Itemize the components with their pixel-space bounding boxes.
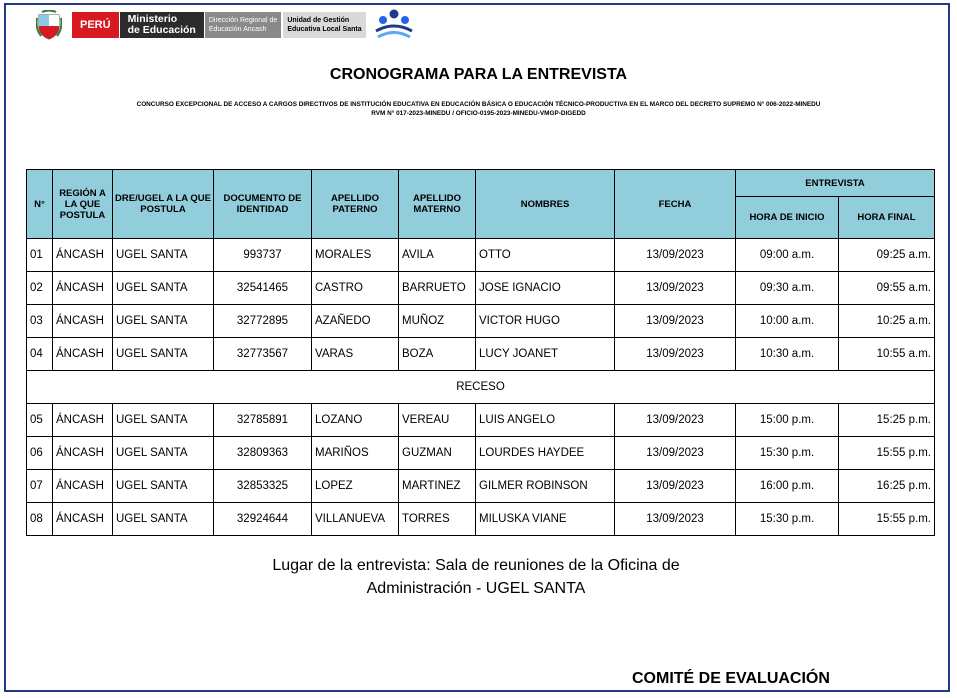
cell-dre: UGEL SANTA [113,503,214,536]
cell-num: 01 [27,239,53,272]
schedule-table [26,169,935,536]
cell-apellido-paterno: VARAS [312,338,399,371]
cell-hora-inicio: 10:30 a.m. [736,338,839,371]
coat-of-arms-icon [36,10,62,40]
header-apellido-materno: APELLIDO MATERNO [399,170,476,239]
dre-line2: Educación Ancash [208,26,267,33]
header-hora-inicio: HORA DE INICIO [736,197,839,239]
cell-hora-inicio: 16:00 p.m. [736,470,839,503]
cell-hora-inicio: 15:00 p.m. [736,404,839,437]
header-logos [36,10,416,40]
cell-nombres: MILUSKA VIANE [476,503,615,536]
cell-documento: 993737 [214,239,312,272]
ministerio-logo [120,12,204,38]
interview-location [0,554,952,600]
subtitle-line1: CONCURSO EXCEPCIONAL DE ACCESO A CARGOS DIRECTIVOS DE INSTITUCIÓN EDUCATIVA EN EDUCACIÓN BÁSICA O EDUCACIÓN TÉCNICO-PRODUCTIVA EN EL MARCO DEL DECRETO SUPREMO N° 006-2022-MINEDU [136,101,821,108]
cell-nombres: JOSE IGNACIO [476,272,615,305]
ugel-line2: Educativa Local Santa [287,26,362,33]
cell-region: ÁNCASH [53,305,113,338]
table-row [27,404,935,437]
ministerio-line1: Ministerio [127,13,178,25]
cell-documento: 32853325 [214,470,312,503]
cell-documento: 32924644 [214,503,312,536]
cell-hora-inicio: 09:30 a.m. [736,272,839,305]
document-subtitle [30,100,927,118]
cell-apellido-materno: BARRUETO [399,272,476,305]
ministerio-line2: de Educación [127,24,196,36]
header-hora-final: HORA FINAL [839,197,935,239]
cell-num: 08 [27,503,53,536]
cell-dre: UGEL SANTA [113,404,214,437]
ugel-line1: Unidad de Gestión [287,17,350,24]
cell-documento: 32785891 [214,404,312,437]
cell-apellido-materno: AVILA [399,239,476,272]
cell-apellido-materno: MARTINEZ [399,470,476,503]
ugel-emblem-icon [372,9,416,41]
document-title: CRONOGRAMA PARA LA ENTREVISTA [329,66,628,83]
cell-num: 07 [27,470,53,503]
cell-fecha: 13/09/2023 [615,503,736,536]
header-documento: DOCUMENTO DE IDENTIDAD [214,170,312,239]
cell-dre: UGEL SANTA [113,272,214,305]
table-row [27,338,935,371]
receso-label: RECESO [27,371,935,404]
cell-num: 06 [27,437,53,470]
cell-apellido-paterno: MORALES [312,239,399,272]
cell-apellido-paterno: VILLANUEVA [312,503,399,536]
cell-num: 03 [27,305,53,338]
cell-fecha: 13/09/2023 [615,437,736,470]
cell-hora-final: 09:25 a.m. [839,239,935,272]
header-apellido-paterno: APELLIDO PATERNO [312,170,399,239]
cell-hora-inicio: 09:00 a.m. [736,239,839,272]
header-region: REGIÓN A LA QUE POSTULA [53,170,113,239]
table-row [27,470,935,503]
cell-num: 05 [27,404,53,437]
cell-nombres: LOURDES HAYDEE [476,437,615,470]
cell-dre: UGEL SANTA [113,239,214,272]
cell-apellido-paterno: AZAÑEDO [312,305,399,338]
cell-hora-final: 16:25 p.m. [839,470,935,503]
receso-row [27,371,935,404]
cell-nombres: LUIS ANGELO [476,404,615,437]
cell-documento: 32541465 [214,272,312,305]
header-dre: DRE/UGEL A LA QUE POSTULA [113,170,214,239]
dre-logo [205,12,281,38]
evaluation-committee: COMITÉ DE EVALUACIÓN [632,670,830,687]
table-row [27,503,935,536]
table-row [27,272,935,305]
cell-fecha: 13/09/2023 [615,338,736,371]
header-num: N° [27,170,53,239]
cell-num: 02 [27,272,53,305]
cell-region: ÁNCASH [53,239,113,272]
cell-apellido-paterno: LOPEZ [312,470,399,503]
cell-hora-final: 15:55 p.m. [839,503,935,536]
table-row [27,239,935,272]
cell-apellido-paterno: LOZANO [312,404,399,437]
cell-fecha: 13/09/2023 [615,272,736,305]
cell-region: ÁNCASH [53,272,113,305]
cell-region: ÁNCASH [53,338,113,371]
cell-dre: UGEL SANTA [113,338,214,371]
subtitle-line2: RVM N° 017-2023-MINEDU / OFICIO-0195-2023-MINEDU-VMGP-DIGEDD [371,110,586,117]
header-entrevista: ENTREVISTA [736,170,935,197]
cell-hora-inicio: 15:30 p.m. [736,437,839,470]
dre-line1: Dirección Regional de [208,17,278,24]
cell-documento: 32772895 [214,305,312,338]
cell-fecha: 13/09/2023 [615,305,736,338]
cell-nombres: GILMER ROBINSON [476,470,615,503]
rows-before-receso [27,239,935,371]
cell-hora-inicio: 15:30 p.m. [736,503,839,536]
cell-nombres: VICTOR HUGO [476,305,615,338]
peru-logo: PERÚ [72,12,119,38]
cell-hora-final: 10:25 a.m. [839,305,935,338]
cell-hora-inicio: 10:00 a.m. [736,305,839,338]
cell-apellido-materno: MUÑOZ [399,305,476,338]
cell-region: ÁNCASH [53,470,113,503]
ugel-logo-text [283,12,365,38]
location-line2: Administración - UGEL SANTA [366,580,586,597]
cell-num: 04 [27,338,53,371]
cell-apellido-materno: BOZA [399,338,476,371]
cell-fecha: 13/09/2023 [615,404,736,437]
header-fecha: FECHA [615,170,736,239]
cell-apellido-paterno: CASTRO [312,272,399,305]
cell-apellido-materno: TORRES [399,503,476,536]
table-row [27,305,935,338]
cell-hora-final: 15:55 p.m. [839,437,935,470]
cell-apellido-paterno: MARIÑOS [312,437,399,470]
cell-fecha: 13/09/2023 [615,239,736,272]
table-row [27,437,935,470]
cell-documento: 32809363 [214,437,312,470]
cell-nombres: OTTO [476,239,615,272]
cell-hora-final: 09:55 a.m. [839,272,935,305]
cell-region: ÁNCASH [53,503,113,536]
cell-documento: 32773567 [214,338,312,371]
cell-dre: UGEL SANTA [113,437,214,470]
cell-region: ÁNCASH [53,404,113,437]
cell-hora-final: 15:25 p.m. [839,404,935,437]
cell-nombres: LUCY JOANET [476,338,615,371]
cell-region: ÁNCASH [53,437,113,470]
cell-dre: UGEL SANTA [113,305,214,338]
rows-after-receso [27,404,935,536]
receso-section [27,371,935,404]
header-nombres: NOMBRES [476,170,615,239]
cell-hora-final: 10:55 a.m. [839,338,935,371]
cell-dre: UGEL SANTA [113,470,214,503]
cell-apellido-materno: GUZMAN [399,437,476,470]
location-line1: Lugar de la entrevista: Sala de reuniones de la Oficina de [272,557,680,574]
cell-fecha: 13/09/2023 [615,470,736,503]
cell-apellido-materno: VEREAU [399,404,476,437]
